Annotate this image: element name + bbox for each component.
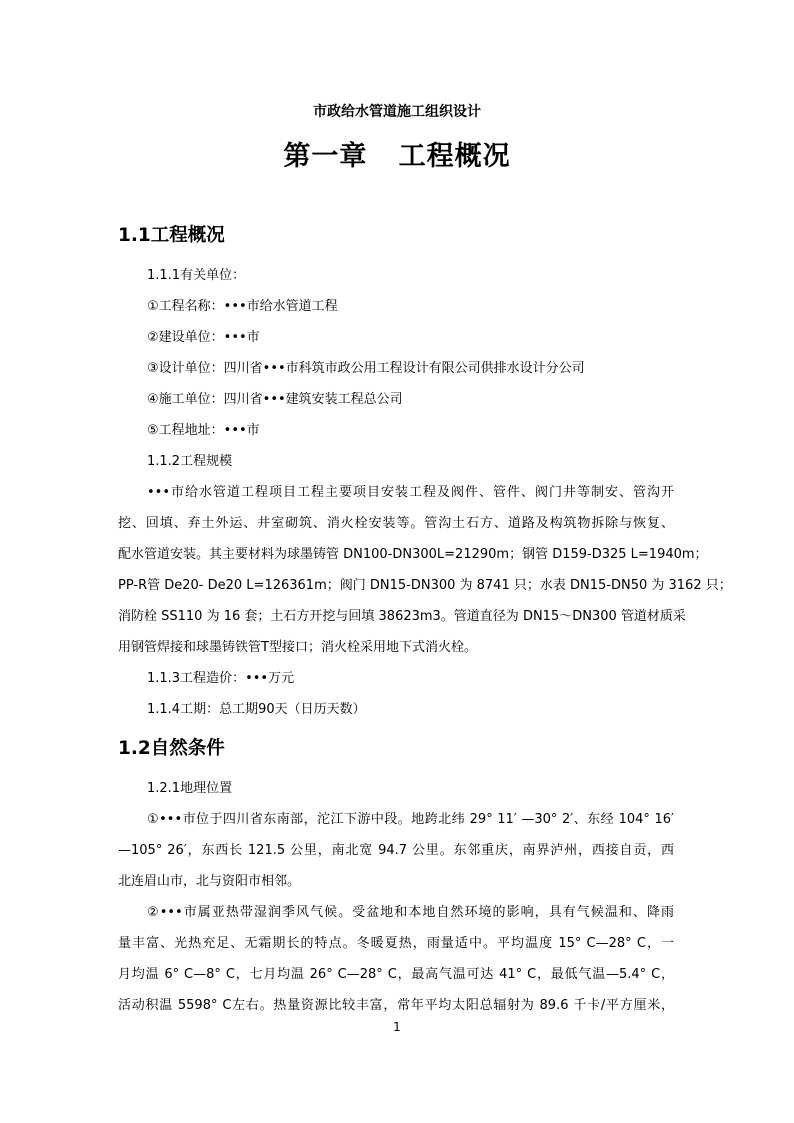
paragraph-line: 1.1.1有关单位： [147,268,246,283]
paragraph-line: 1.1.2工程规模 [147,454,233,469]
document-title: 市政给水管道施工组织设计 [313,104,481,120]
paragraph-line: 月均温 6° C—8° C，七月均温 26° C—28° C，最高气温可达 41° C，最低气温—5.4° C， [118,967,674,982]
paragraph-line: 消防栓 SS110 为 16 套；土石方开挖与回填 38623m3。管道直径为 DN15～DN300 管道材质采 [118,609,686,624]
paragraph-line: 1.1.4工期：总工期90天（日历天数） [147,702,366,717]
paragraph-line: 挖、回填、弃土外运、井室砌筑、消火栓安装等。管沟土石方、道路及构筑物拆除与恢复、 [118,516,674,531]
paragraph-line: ⑤工程地址：•••市 [147,423,260,438]
paragraph-line: 北连眉山市，北与资阳市相邻。 [118,874,301,889]
paragraph-line: 1.1.3工程造价：•••万元 [147,671,295,686]
chapter-title: 第一章 工程概况 [283,141,511,172]
paragraph-line: PP-R管 De20- De20 L=126361m；阀门 DN15-DN300 为 8741 只；水表 DN15-DN50 为 3162 只； [118,578,732,593]
paragraph-line: 用钢管焊接和球墨铸铁管T型接口；消火栓采用地下式消火栓。 [118,640,477,655]
paragraph-line: ②•••市属亚热带湿润季风气候。受盆地和本地自然环境的影响，具有气候温和、降雨 [147,905,674,920]
paragraph-line: ①工程名称：•••市给水管道工程 [147,299,338,314]
paragraph-line: ②建设单位：•••市 [147,330,260,345]
paragraph-line: •••市给水管道工程项目工程主要项目安装工程及阀件、管件、阀门井等制安、管沟开 [147,485,674,500]
page-number: 1 [393,1020,401,1034]
paragraph-line: ③设计单位：四川省•••市科筑市政公用工程设计有限公司供排水设计分公司 [147,361,585,376]
paragraph-line: 1.2.1地理位置 [147,781,233,796]
paragraph-line: —105° 26′，东西长 121.5 公里，南北宽 94.7 公里。东邻重庆，南界泸州，西接自贡，西 [118,843,674,858]
section-heading-1-2: 1.2自然条件 [118,738,225,759]
paragraph-line: 量丰富、光热充足、无霜期长的特点。冬暖夏热，雨量适中。平均温度 15° C—28° C，一 [118,936,674,951]
paragraph-line: 活动积温 5598° C左右。热量资源比较丰富，常年平均太阳总辐射为 89.6 千卡/平方厘米， [118,998,674,1013]
paragraph-line: 配水管道安装。其主要材料为球墨铸管 DN100-DN300L=21290m；钢管 D159-D325 L=1940m； [118,547,708,562]
paragraph-line: ④施工单位：四川省•••建筑安装工程总公司 [147,392,403,407]
section-heading-1-1: 1.1工程概况 [118,225,225,246]
paragraph-line: ①•••市位于四川省东南部，沱江下游中段。地跨北纬 29° 11′ —30° 2′、东经 104° 16′ [147,812,674,827]
